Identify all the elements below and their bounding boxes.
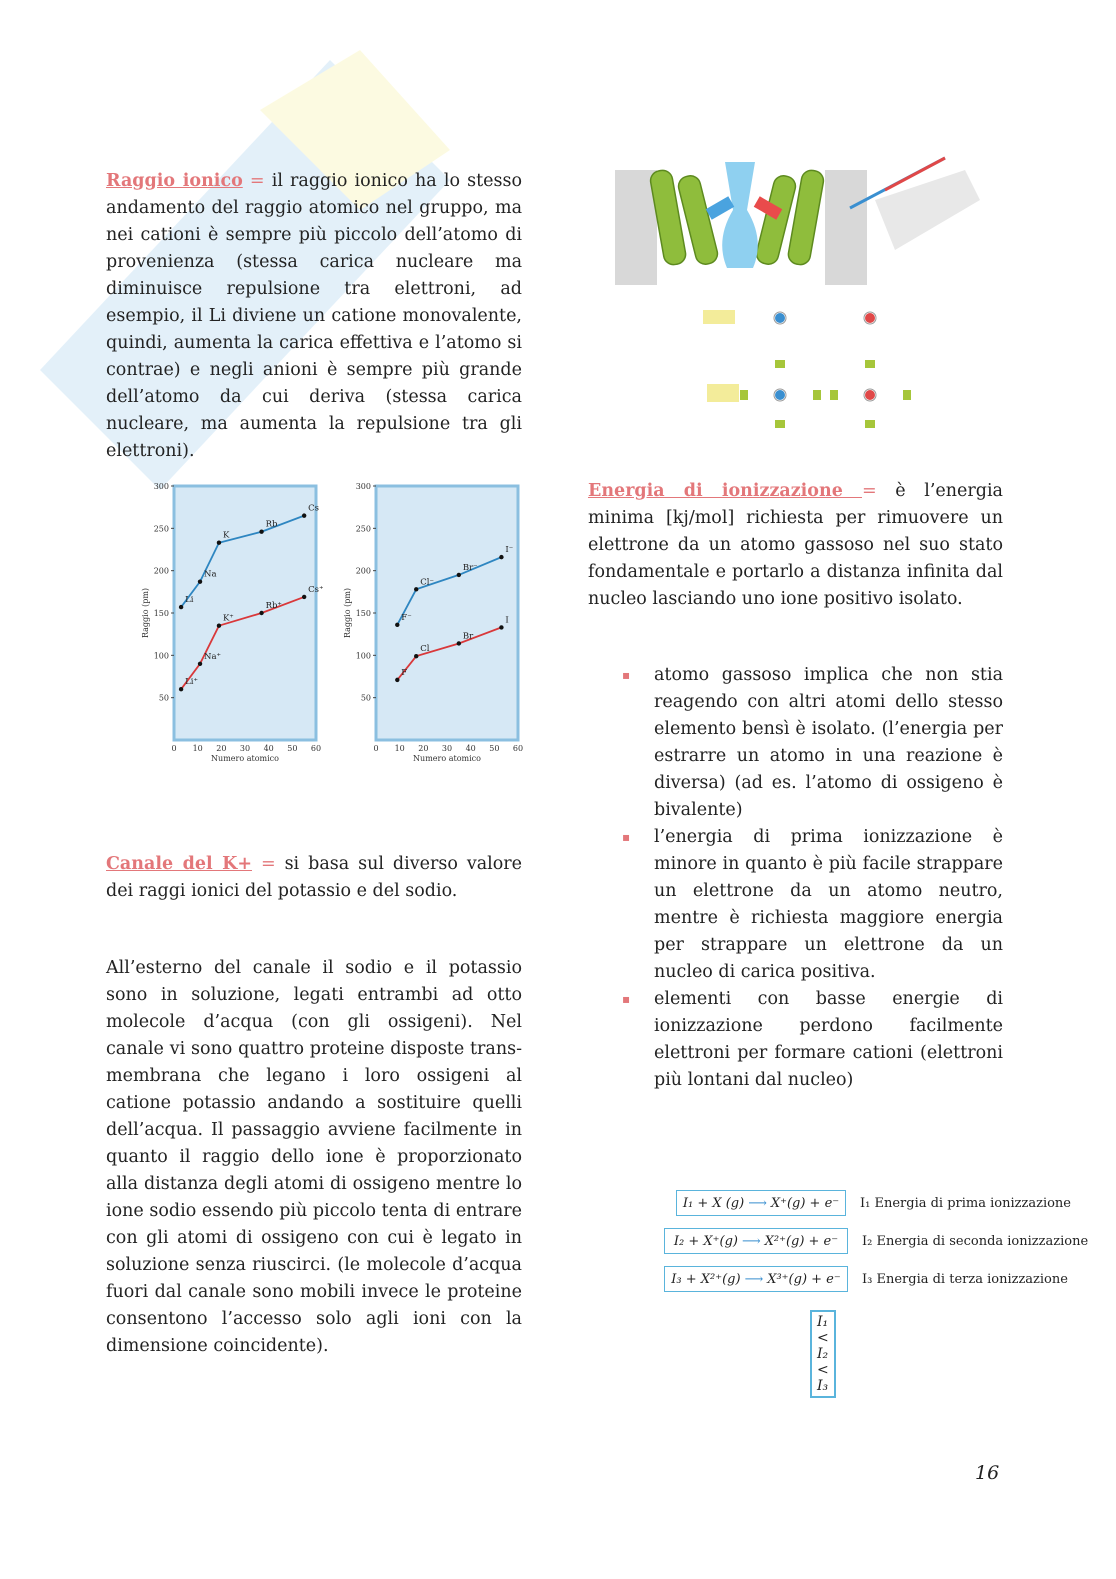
data-point xyxy=(217,624,221,628)
data-point xyxy=(457,573,461,577)
data-label: I⁻ xyxy=(505,545,514,556)
equals-sign: = xyxy=(861,481,896,501)
data-label: Li xyxy=(185,595,194,606)
ionization-lhs: I₁ + X (g) xyxy=(682,1195,745,1211)
ionic-radius-text: il raggio ionico ha lo stesso andamento del raggio atomico nel gruppo, ma nei cationi è sempre più piccolo dell’atomo di provenienza (stessa carica nucleare ma diminuisce repulsione tra elettroni, ad esempio, il Li diviene un catione monovalente, quindi, aumenta la carica effettiva e l’atomo si contrae) e negli anioni è sempre più grande dell’atomo da cui deriva (stessa carica nucleare, ma aumenta la repulsione tra gli elettroni). xyxy=(106,171,522,461)
data-point xyxy=(302,595,306,599)
y-tick-label: 100 xyxy=(355,651,371,661)
y-tick-label: 50 xyxy=(158,693,169,703)
data-point xyxy=(414,654,418,658)
x-tick-label: 30 xyxy=(239,744,251,753)
k-channel-heading: Canale del K+ xyxy=(106,854,252,874)
y-tick-label: 250 xyxy=(153,524,169,534)
x-tick-label: 50 xyxy=(489,744,500,753)
data-point xyxy=(302,513,306,517)
equals-sign: = xyxy=(242,171,272,191)
bullet-marker: ▪ xyxy=(622,668,631,682)
x-axis-label: Numero atomico xyxy=(413,754,481,763)
x-tick-label: 50 xyxy=(287,744,298,753)
data-point xyxy=(198,579,202,583)
data-label: Cs xyxy=(308,503,320,514)
ionization-rhs: X⁺(g) + e⁻ xyxy=(770,1195,840,1211)
k-channel-text: si basa sul diverso valore dei raggi ionici del potassio e del sodio. xyxy=(106,854,522,901)
k-channel-description: All’esterno del canale il sodio e il potassio sono in soluzione, legati entrambi ad otto molecole d’acqua (con gli ossigeni). Nel canale vi sono quattro proteine disposte trans-membrana che legano i loro ossigeni al catione potassio andando a sostituire quelli dell’acqua. Il passaggio avviene facilmente in quanto il raggio dello ione è proporzionato alla distanza degli atomi di ossigeno mentre lo ione sodio essendo più piccolo tenta di entrare con gli atomi di ossigeno con cui è legato in soluzione senza riuscirci. (le molecole d’acqua fuori dal canale sono mobili invece le proteine consentono l’accesso solo agli ioni con la dimensione coincidente). xyxy=(106,958,522,1356)
data-point xyxy=(499,555,503,559)
x-tick-label: 40 xyxy=(465,744,476,753)
ionization-label: I₁ Energia di prima ionizzazione xyxy=(860,1195,1071,1211)
x-tick-label: 0 xyxy=(171,744,177,753)
data-point xyxy=(259,611,263,615)
data-label: Cs⁺ xyxy=(308,584,324,595)
data-label: I xyxy=(505,615,509,626)
y-tick-label: 100 xyxy=(153,651,169,661)
x-tick-label: 20 xyxy=(216,744,227,753)
ionic-radius-heading: Raggio ionico xyxy=(106,171,243,191)
ionization-bullets xyxy=(588,662,1003,1094)
x-tick-label: 30 xyxy=(441,744,453,753)
ionization-row-1 xyxy=(676,1190,1071,1216)
ionization-inequality: I₁ < I₂ < I₃ xyxy=(810,1310,836,1398)
ionization-lhs: I₃ + X²⁺(g) xyxy=(671,1271,741,1287)
y-tick-label: 300 xyxy=(355,482,371,491)
ionization-label: I₃ Energia di terza ionizzazione xyxy=(862,1271,1068,1287)
page-number: 16 xyxy=(975,1462,1000,1484)
ionic-radius-section xyxy=(106,168,522,465)
arrow-right-icon: ⟶ xyxy=(744,1271,764,1287)
ionization-rhs: X³⁺(g) + e⁻ xyxy=(767,1271,841,1287)
data-label: F⁻ xyxy=(401,612,412,623)
k-channel-paragraph xyxy=(106,955,522,1360)
data-point xyxy=(217,541,221,545)
data-label: Br⁻ xyxy=(462,562,478,573)
y-tick-label: 50 xyxy=(360,693,371,703)
x-tick-label: 10 xyxy=(192,744,203,753)
ionization-row-3 xyxy=(664,1266,1068,1292)
potassium-channel-illustration xyxy=(615,140,995,430)
y-axis-label: Raggio (pm) xyxy=(141,587,150,639)
x-tick-label: 40 xyxy=(263,744,274,753)
list-item: ▪ l’energia di prima ionizzazione è minore in quanto è più facile strappare un elettrone da un atomo neutro, mentre è richiesta maggiore energia per strappare un elettrone da un nucleo di carica positiva. xyxy=(588,824,1003,986)
plot-area xyxy=(376,486,518,740)
data-point xyxy=(179,605,183,609)
ionization-heading: Energia di ionizzazione xyxy=(588,481,862,501)
data-point xyxy=(395,623,399,627)
x-tick-label: 60 xyxy=(512,744,524,753)
k-channel-section xyxy=(106,851,522,905)
y-tick-label: 250 xyxy=(355,524,371,534)
data-point xyxy=(457,641,461,645)
data-label: Li⁺ xyxy=(185,677,198,688)
data-label: F xyxy=(401,667,408,678)
ionic-radius-chart-anions xyxy=(338,478,528,773)
data-label: K⁺ xyxy=(222,613,234,624)
equals-sign: = xyxy=(251,854,285,874)
arrow-right-icon: ⟶ xyxy=(741,1233,761,1249)
y-tick-label: 300 xyxy=(153,482,169,491)
x-tick-label: 0 xyxy=(373,744,379,753)
x-tick-label: 20 xyxy=(418,744,429,753)
data-point xyxy=(414,587,418,591)
arrow-right-icon: ⟶ xyxy=(748,1195,767,1211)
data-label: Rb xyxy=(265,519,278,530)
data-label: Na xyxy=(204,569,217,580)
y-tick-label: 200 xyxy=(355,566,371,576)
data-label: Cl⁻ xyxy=(420,577,434,588)
ionization-lhs: I₂ + X⁺(g) xyxy=(673,1233,738,1249)
bullet-marker: ▪ xyxy=(622,830,631,844)
x-axis-label: Numero atomico xyxy=(211,754,279,763)
data-label: Cl xyxy=(420,644,430,655)
ionic-radius-chart-cations xyxy=(136,478,326,773)
data-point xyxy=(198,662,202,666)
data-label: K xyxy=(222,530,230,541)
x-tick-label: 10 xyxy=(394,744,405,753)
bullet-marker: ▪ xyxy=(622,992,631,1006)
ionization-rhs: X²⁺(g) + e⁻ xyxy=(764,1233,839,1249)
data-label: Na⁺ xyxy=(204,651,222,662)
list-item: ▪ elementi con basse energie di ionizzazione perdono facilmente elettroni per formare cationi (elettroni più lontani dal nucleo) xyxy=(588,986,1003,1094)
y-tick-label: 150 xyxy=(153,609,169,618)
data-point xyxy=(179,687,183,691)
ionization-section xyxy=(588,478,1003,613)
data-point xyxy=(395,678,399,682)
data-point xyxy=(259,530,263,534)
ionization-row-2 xyxy=(664,1228,1088,1254)
y-axis-label: Raggio (pm) xyxy=(343,587,352,639)
ionization-text: è l’energia minima [kj/mol] richiesta per rimuovere un elettrone da un atomo gassoso nel suo stato fondamentale e portarlo a distanza infinita dal nucleo lasciando uno ione positivo isolato. xyxy=(588,481,1003,609)
data-point xyxy=(499,625,503,629)
bullet-list xyxy=(588,662,1003,1094)
y-tick-label: 150 xyxy=(355,609,371,618)
y-tick-label: 200 xyxy=(153,566,169,576)
x-tick-label: 60 xyxy=(310,744,322,753)
data-label: Br xyxy=(462,631,474,642)
data-label: Rb⁺ xyxy=(265,601,282,611)
ionization-label: I₂ Energia di seconda ionizzazione xyxy=(862,1233,1089,1249)
plot-area xyxy=(174,486,316,740)
list-item: ▪ atomo gassoso implica che non stia reagendo con altri atomi dello stesso elemento bensì è isolato. (l’energia per estrarre un atomo in una reazione è diversa) (ad es. l’atomo di ossigeno è bivalente) xyxy=(588,662,1003,824)
